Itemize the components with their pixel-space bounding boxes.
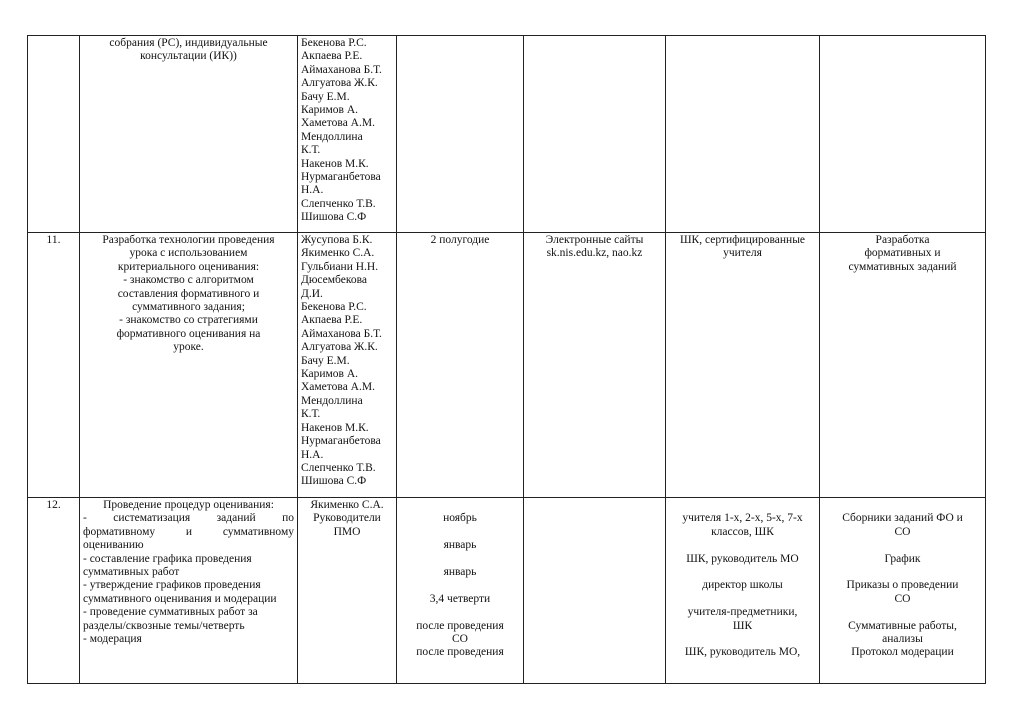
responsible-item: директор школы <box>702 579 783 592</box>
participant: Хаметова А.М. <box>301 381 375 394</box>
participant: Мендоллина <box>301 130 363 143</box>
row-number <box>28 36 80 233</box>
participant: Жусупова Б.К. <box>301 234 373 246</box>
participant: Слепченко Т.В. <box>301 197 376 210</box>
participant: Аймаханова Б.Т. <box>301 63 382 76</box>
participant: Руководители <box>313 512 381 525</box>
activity-line: собрания (РС), индивидуальные <box>109 37 268 49</box>
responsible-item: учителя-предметники, ШК <box>687 606 798 632</box>
participant: Бекенова Р.С. <box>301 37 367 49</box>
responsible-item: ШК, руководитель МО, <box>684 646 801 659</box>
activity-line: критериального оценивания: <box>117 260 260 273</box>
participant: Дюсембекова <box>301 274 368 287</box>
term-cell <box>397 36 524 233</box>
participant: ПМО <box>333 525 361 538</box>
resources-cell <box>524 36 666 233</box>
participant: Н.А. <box>301 448 324 461</box>
result-cell <box>820 36 986 233</box>
activity-line: - знакомство с алгоритмом <box>123 274 254 287</box>
participant: Нурмаганбетова <box>301 435 381 448</box>
activity-line: составления формативного и <box>117 287 260 300</box>
result-item: График <box>884 552 921 565</box>
activity-line: урока с использованием <box>129 247 248 260</box>
term-cell: 2 полугодие <box>397 233 524 498</box>
participant: Н.А. <box>301 184 324 197</box>
activity-item: - утверждение графиков проведения суммативного оценивания и модерации <box>83 579 277 605</box>
responsible-cell <box>666 498 820 684</box>
participant: Алгуатова Ж.К. <box>301 77 378 90</box>
participant: Бачу Е.М. <box>301 90 350 103</box>
participant: Слепченко Т.В. <box>301 461 376 474</box>
result-item: Суммативные работы, анализы <box>848 619 957 645</box>
responsible-item: ШК, руководитель МО <box>686 552 799 565</box>
participant: Якименко С.А. <box>310 499 384 511</box>
result-item: Протокол модерации <box>851 646 954 659</box>
participant: Нурмаганбетова <box>301 171 381 184</box>
activity-line: уроке. <box>173 341 204 354</box>
activity-line: - знакомство со стратегиями <box>119 314 258 327</box>
activity-line: Разработка технологии проведения <box>102 234 275 246</box>
participant: Акпаева Р.Е. <box>301 314 363 327</box>
responsible-cell <box>666 36 820 233</box>
participant: К.Т. <box>301 408 321 421</box>
participant: Бачу Е.М. <box>301 354 350 367</box>
table-row <box>28 498 986 684</box>
activity-line: суммативного задания; <box>132 301 245 314</box>
activity-line: консультации (ИК)) <box>140 50 237 63</box>
participant: Акпаева Р.Е. <box>301 50 363 63</box>
term-item: после проведения <box>416 646 504 659</box>
participant: Накенов М.К. <box>301 421 369 434</box>
participant: Якименко С.А. <box>301 247 375 260</box>
participant: Мендоллина <box>301 394 363 407</box>
participant: Шишова С.Ф <box>301 475 367 488</box>
participants-cell <box>298 36 397 233</box>
plan-table <box>27 35 986 684</box>
participants-cell <box>298 233 397 498</box>
resources-cell <box>524 498 666 684</box>
participant: Д.И. <box>301 287 323 300</box>
activity-item: - проведение суммативных работ за разделы/сквозные темы/четверть <box>83 606 258 632</box>
responsible-item: учителя 1-х, 2-х, 5-х, 7-х классов, ШК <box>682 512 803 538</box>
result-item: Сборники заданий ФО и СО <box>842 512 963 538</box>
participants-cell <box>298 498 397 684</box>
term-item: 3,4 четверти <box>429 592 491 605</box>
row-number: 12. <box>28 498 80 684</box>
activity-line: формативного оценивания на <box>116 327 261 340</box>
participant: Гульбиани Н.Н. <box>301 260 379 273</box>
row-number: 11. <box>28 233 80 498</box>
term-item: январь <box>443 565 477 578</box>
table-row <box>28 36 986 233</box>
participant: Аймаханова Б.Т. <box>301 327 382 340</box>
term-cell <box>397 498 524 684</box>
participant: К.Т. <box>301 144 321 157</box>
term-item: январь <box>443 539 477 552</box>
resources-cell: Электронные сайты sk.nis.edu.kz, nao.kz <box>524 233 666 498</box>
participant: Алгуатова Ж.К. <box>301 341 378 354</box>
participant: Каримов А. <box>301 368 359 381</box>
participant: Бекенова Р.С. <box>301 301 367 314</box>
responsible-cell: ШК, сертифицированные учителя <box>666 233 820 498</box>
term-item: после проведения СО <box>416 619 504 645</box>
participant: Шишова С.Ф <box>301 211 367 224</box>
activity-cell <box>80 498 298 684</box>
participant: Хаметова А.М. <box>301 117 375 130</box>
activity-item: - модерация <box>83 633 142 646</box>
activity-cell <box>80 233 298 498</box>
term-item: ноябрь <box>443 512 477 525</box>
activity-item: - составление графика проведения суммативных работ <box>83 552 252 579</box>
activity-item: - систематизация заданий по формативному и суммативному оцениванию <box>83 512 294 552</box>
participant: Каримов А. <box>301 104 359 117</box>
result-cell <box>820 498 986 684</box>
table-row <box>28 233 986 498</box>
activity-title: Проведение процедур оценивания: <box>103 499 274 511</box>
activity-cell <box>80 36 298 233</box>
result-item: Приказы о проведении СО <box>846 579 959 605</box>
participant: Накенов М.К. <box>301 157 369 170</box>
result-cell: Разработка формативных и суммативных заданий <box>820 233 986 498</box>
